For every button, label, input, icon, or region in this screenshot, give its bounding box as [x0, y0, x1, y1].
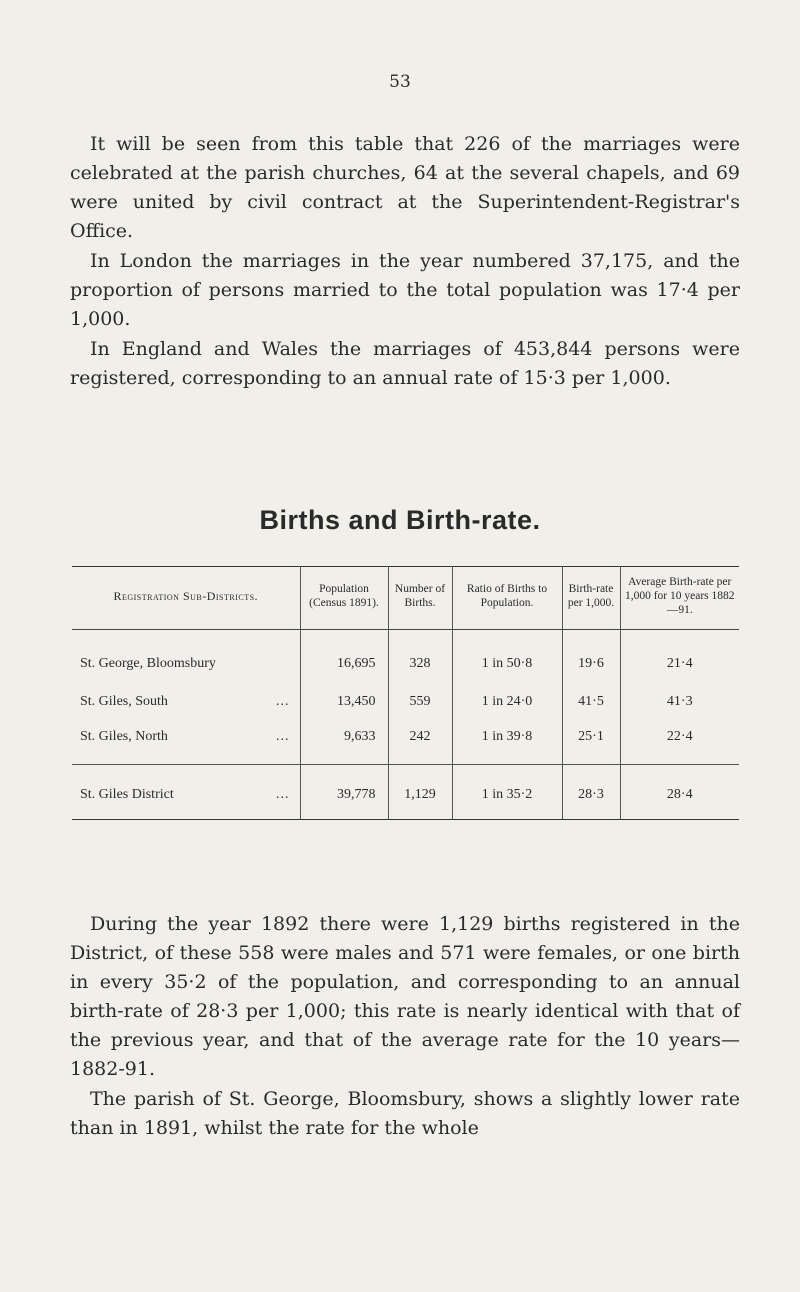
cell-population: 9,633: [300, 719, 388, 754]
cell-births: 1,129: [388, 765, 452, 820]
cell-births: 559: [388, 684, 452, 719]
paragraph-births-summary: During the year 1892 there were 1,129 births registered in the District, of these 558 were males and 571 were females, or one birth in every 35·2 of the population, and corresponding to an annual birth-rate of 28·3 per 1,000; this rate is nearly identical with that of the previous year, and that of the average rate for the 10 years—1882-91.: [70, 913, 740, 1080]
header-ratio: Ratio of Births to Population.: [452, 567, 562, 630]
cell-ratio: 1 in 24·0: [452, 684, 562, 719]
cell-rate: 19·6: [562, 630, 620, 685]
section-heading: Births and Birth-rate.: [259, 505, 541, 535]
cell-population: 39,778: [300, 765, 388, 820]
table-row: [72, 684, 739, 719]
header-population: Population (Census 1891).: [300, 567, 388, 630]
cell-district: St. Giles District ...: [72, 765, 300, 820]
cell-births: 242: [388, 719, 452, 754]
page-number: 53: [389, 72, 411, 92]
table-row: [72, 630, 739, 685]
cell-district: St. Giles, North ...: [80, 728, 290, 744]
table-spacer: [72, 754, 739, 765]
cell-average: 22·4: [620, 719, 739, 754]
cell-district: St. Giles, South ...: [80, 693, 290, 709]
cell-population: 16,695: [300, 630, 388, 685]
table-total-row: [72, 765, 739, 820]
table-row: [72, 719, 739, 754]
cell-rate: 25·1: [562, 719, 620, 754]
table-header-row: [72, 567, 739, 630]
cell-district: St. George, Bloomsbury: [80, 656, 216, 671]
header-births: Number of Births.: [388, 567, 452, 630]
paragraph-bloomsbury: The parish of St. George, Bloomsbury, shows a slightly lower rate than in 1891, whilst the rate for the whole: [70, 1088, 740, 1139]
cell-births: 328: [388, 630, 452, 685]
cell-ratio: 1 in 35·2: [452, 765, 562, 820]
cell-average: 28·4: [620, 765, 739, 820]
paragraph-marriages-england: In England and Wales the marriages of 453,844 persons were registered, corresponding to an annual rate of 15·3 per 1,000.: [70, 338, 740, 389]
paragraph-marriages-churches: It will be seen from this table that 226 of the marriages were celebrated at the parish churches, 64 at the several chapels, and 69 were united by civil contract at the Superintendent-Registrar's Office.: [70, 133, 740, 242]
header-district: Registration Sub-Districts.: [72, 567, 300, 630]
cell-ratio: 1 in 50·8: [452, 630, 562, 685]
cell-ratio: 1 in 39·8: [452, 719, 562, 754]
cell-rate: 41·5: [562, 684, 620, 719]
cell-average: 21·4: [620, 630, 739, 685]
cell-rate: 28·3: [562, 765, 620, 820]
births-table: [72, 566, 739, 820]
paragraph-marriages-london: In London the marriages in the year numbered 37,175, and the proportion of persons married to the total population was 17·4 per 1,000.: [70, 250, 740, 330]
cell-population: 13,450: [300, 684, 388, 719]
header-rate: Birth-rate per 1,000.: [562, 567, 620, 630]
header-average: Average Birth-rate per 1,000 for 10 years 1882—91.: [620, 567, 739, 630]
cell-average: 41·3: [620, 684, 739, 719]
